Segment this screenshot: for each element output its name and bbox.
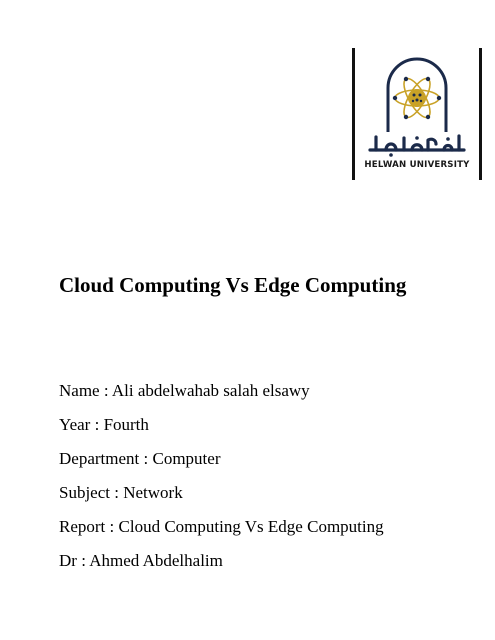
info-label: Subject: [59, 483, 110, 502]
university-name: HELWAN UNIVERSITY: [364, 160, 470, 170]
info-separator: :: [76, 551, 90, 570]
report-info-list: [59, 374, 384, 578]
arabic-name-logotype: [366, 132, 468, 158]
info-value: Fourth: [103, 415, 149, 434]
university-logo: [352, 48, 482, 180]
info-label: Year: [59, 415, 91, 434]
info-row-report: [59, 510, 384, 544]
info-value: Cloud Computing Vs Edge Computing: [118, 517, 384, 536]
info-label: Department: [59, 449, 140, 468]
info-value: Ahmed Abdelhalim: [89, 551, 223, 570]
info-value: Computer: [152, 449, 221, 468]
info-separator: :: [139, 449, 153, 468]
info-separator: :: [110, 483, 124, 502]
info-row-doctor: [59, 544, 384, 578]
logo-right-bar: [479, 48, 482, 180]
report-title: Cloud Computing Vs Edge Computing: [59, 273, 407, 297]
info-label: Dr: [59, 551, 77, 570]
info-value: Network: [123, 483, 183, 502]
info-separator: :: [105, 517, 119, 536]
info-separator: :: [90, 415, 104, 434]
info-value: Ali abdelwahab salah elsawy: [111, 381, 310, 400]
info-row-name: [59, 374, 384, 408]
atom-emblem-icon: [376, 54, 458, 136]
info-row-department: [59, 442, 384, 476]
logo-left-bar: [352, 48, 355, 180]
info-row-subject: [59, 476, 384, 510]
info-separator: :: [99, 381, 112, 400]
info-row-year: [59, 408, 384, 442]
info-label: Name: [59, 381, 100, 400]
info-label: Report: [59, 517, 106, 536]
